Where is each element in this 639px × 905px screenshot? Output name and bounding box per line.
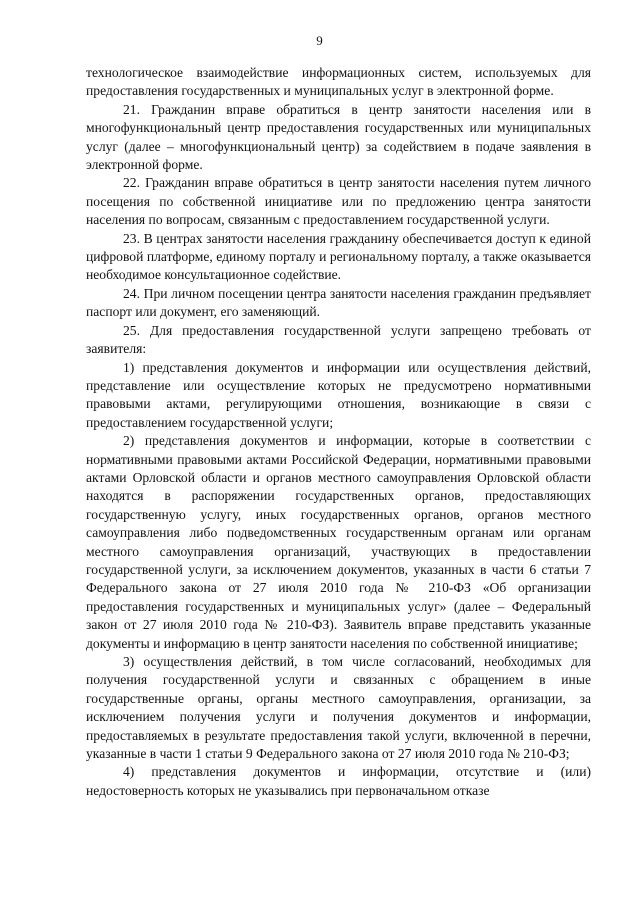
paragraph-25: 25. Для предоставления государственной услуги запрещено требовать от заявителя:: [86, 322, 591, 357]
list-item-3: 3) осуществления действий, в том числе согласований, необходимых для получения государственной услуги и связанных с обращением в иные государственные органы, органы местного самоуправления, организации, за исключением получения услуги и получения документов и информации, предоставляемых в результате предоставления такой услуги, включенной в перечни, указанные в части 1 статьи 9 Федерального закона от 27 июля 2010 года № 210-ФЗ;: [86, 654, 591, 762]
page-number: 9: [316, 33, 323, 48]
paragraph-21: 21. Гражданин вправе обратиться в центр занятости населения или в многофункциональный центр предоставления государственных или муниципальных услуг (далее – многофункциональный центр) за содействием в подаче заявления в электронной форме.: [86, 101, 591, 173]
document-body: [86, 64, 591, 800]
list-item-1: 1) представления документов и информации или осуществления действий, представление или осуществление которых не предусмотрено нормативными правовыми актами, регулирующими отношения, возникающие в связи с предоставлением государственной услуги;: [86, 359, 591, 430]
paragraph-continuation: технологическое взаимодействие информационных систем, используемых для предоставления государственных и муниципальных услуг в электронной форме.: [86, 65, 591, 99]
list-item-4: 4) представления документов и информации, отсутствие и (или) недостоверность которых не указывались при первоначальном отказе: [86, 764, 591, 798]
paragraph-23: 23. В центрах занятости населения гражданину обеспечивается доступ к единой цифровой платформе, единому порталу и региональному порталу, а также оказывается необходимое консультационное содействие.: [86, 230, 591, 283]
paragraph-22: 22. Гражданин вправе обратиться в центр занятости населения путем личного посещения по собственной инициативе или по предложению центра занятости населения по вопросам, связанным с предоставлением государственной услуги.: [86, 175, 591, 228]
paragraph-24: 24. При личном посещении центра занятости населения гражданин предъявляет паспорт или документ, его заменяющий.: [86, 285, 591, 320]
list-item-2: 2) представления документов и информации, которые в соответствии с нормативными правовыми актами Российской Федерации, нормативными правовыми актами Орловской области и органов местного самоуправления Орловской области находятся в распоряжении государственных органов, предоставляющих государственную услугу, иных государственных органов, органов местного самоуправления либо подведомственных государственным органам или органам местного самоуправления организаций, участвующих в предоставлении государственной услуги, за исключением документов, указанных в части 6 статьи 7 Федерального закона от 27 июля 2010 года № 210-ФЗ «Об организации предоставления государственных и муниципальных услуг» (далее – Федеральный закон от 27 июля 2010 года № 210-ФЗ). Заявитель вправе представить указанные документы и информацию в центр занятости населения по собственной инициативе;: [86, 433, 591, 651]
